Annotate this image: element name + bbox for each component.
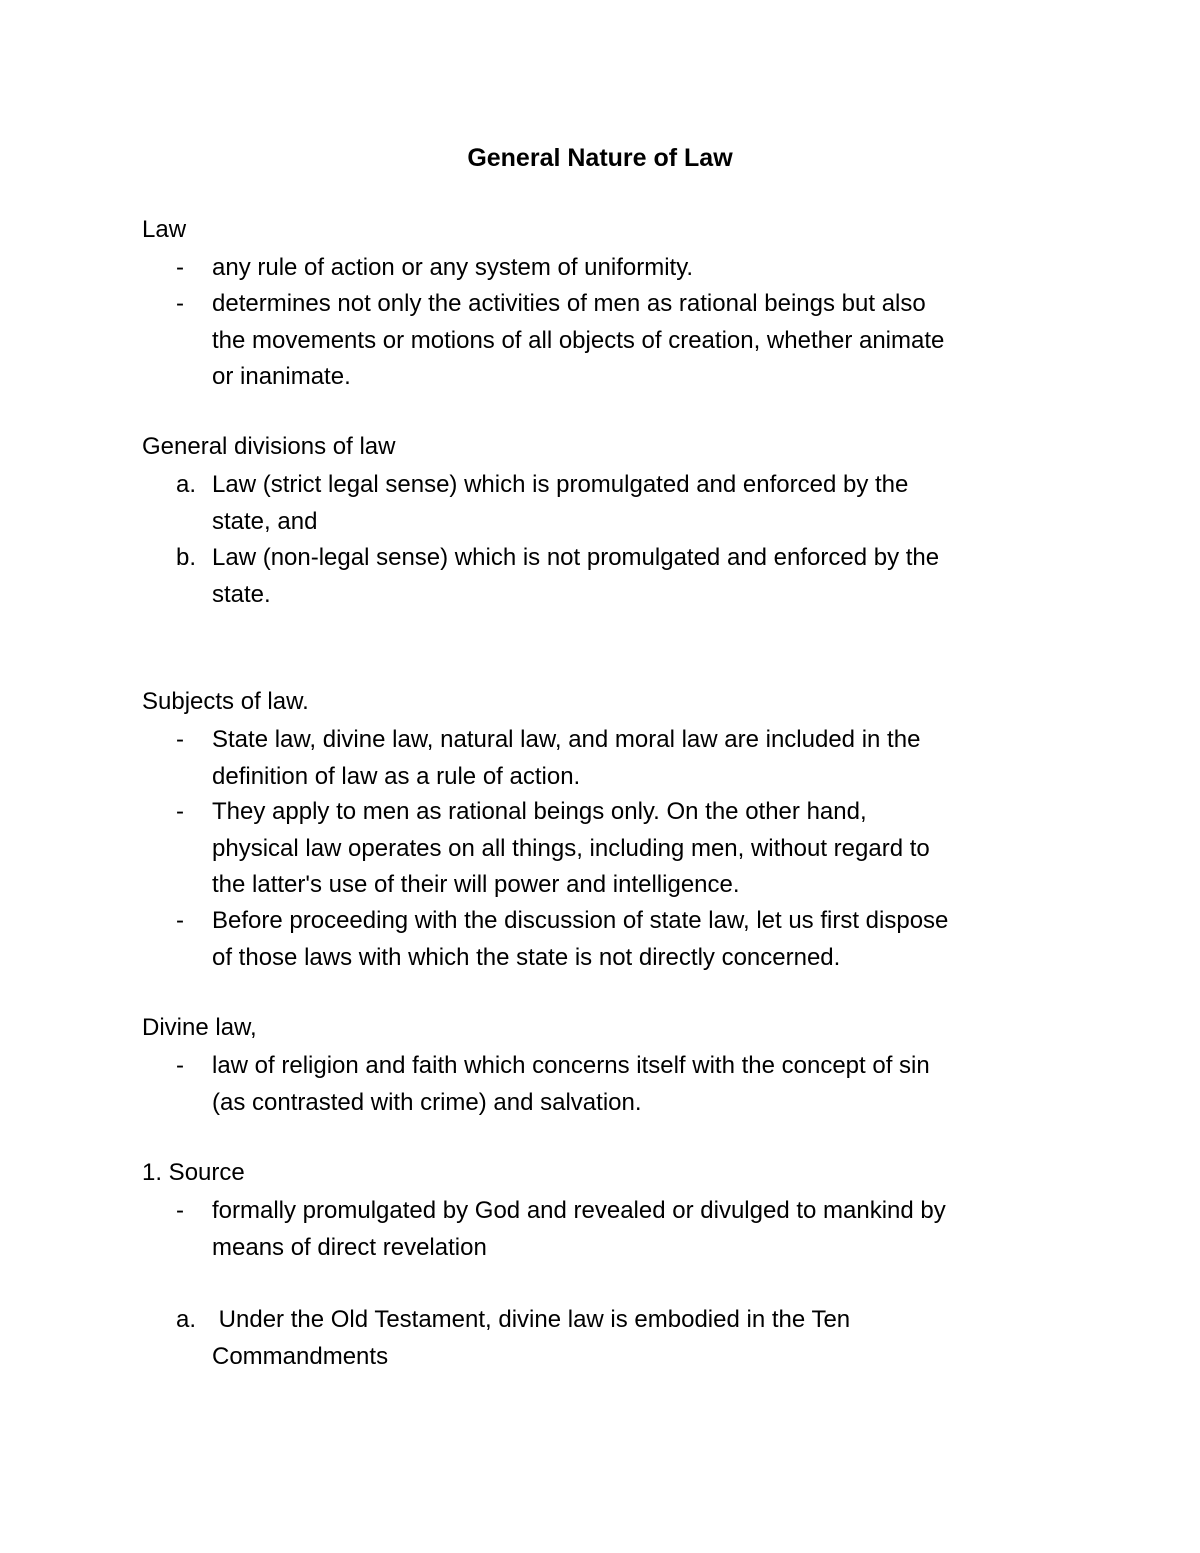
list-item-text: They apply to men as rational beings only. On the other hand, physical law operates on all things, including men, without regard to the latter's use of their will power and intelligence. xyxy=(212,798,930,898)
section-heading-subjects: Subjects of law. xyxy=(142,688,309,715)
list-item-text: any rule of action or any system of uniformity. xyxy=(212,254,694,281)
list-item-text: State law, divine law, natural law, and moral law are included in the definition of law as a rule of action. xyxy=(212,726,921,790)
list-marker: - xyxy=(176,254,184,281)
list-marker: - xyxy=(176,726,184,753)
list-marker: - xyxy=(176,798,184,825)
section-heading-divine: Divine law, xyxy=(142,1014,257,1041)
section-heading-law: Law xyxy=(142,216,187,243)
document-title: General Nature of Law xyxy=(467,144,733,172)
list-item-text: Law (non-legal sense) which is not promulgated and enforced by the state. xyxy=(212,544,940,608)
list-marker: a. xyxy=(176,1306,197,1333)
list-marker: - xyxy=(176,1052,184,1079)
list-marker: - xyxy=(176,1197,184,1224)
list-item-text: law of religion and faith which concerns itself with the concept of sin (as contrasted with crime) and salvation. xyxy=(212,1052,930,1116)
list-marker: b. xyxy=(176,544,197,571)
section-heading-divisions: General divisions of law xyxy=(142,433,396,460)
list-item-text: Before proceeding with the discussion of state law, let us first dispose of those laws with which the state is not directly concerned. xyxy=(212,907,949,971)
list-marker: - xyxy=(176,290,184,317)
list-item-text: determines not only the activities of men as rational beings but also the movements or motions of all objects of creation, whether animate or inanimate. xyxy=(212,290,945,390)
list-marker: a. xyxy=(176,471,197,498)
list-marker: - xyxy=(176,907,184,934)
list-item-text: Under the Old Testament, divine law is embodied in the Ten Commandments xyxy=(212,1306,851,1370)
list-item-text: formally promulgated by God and revealed or divulged to mankind by means of direct revelation xyxy=(212,1197,946,1261)
section-heading-source: 1. Source xyxy=(142,1159,245,1186)
list-item-text: Law (strict legal sense) which is promulgated and enforced by the state, and xyxy=(212,471,909,535)
